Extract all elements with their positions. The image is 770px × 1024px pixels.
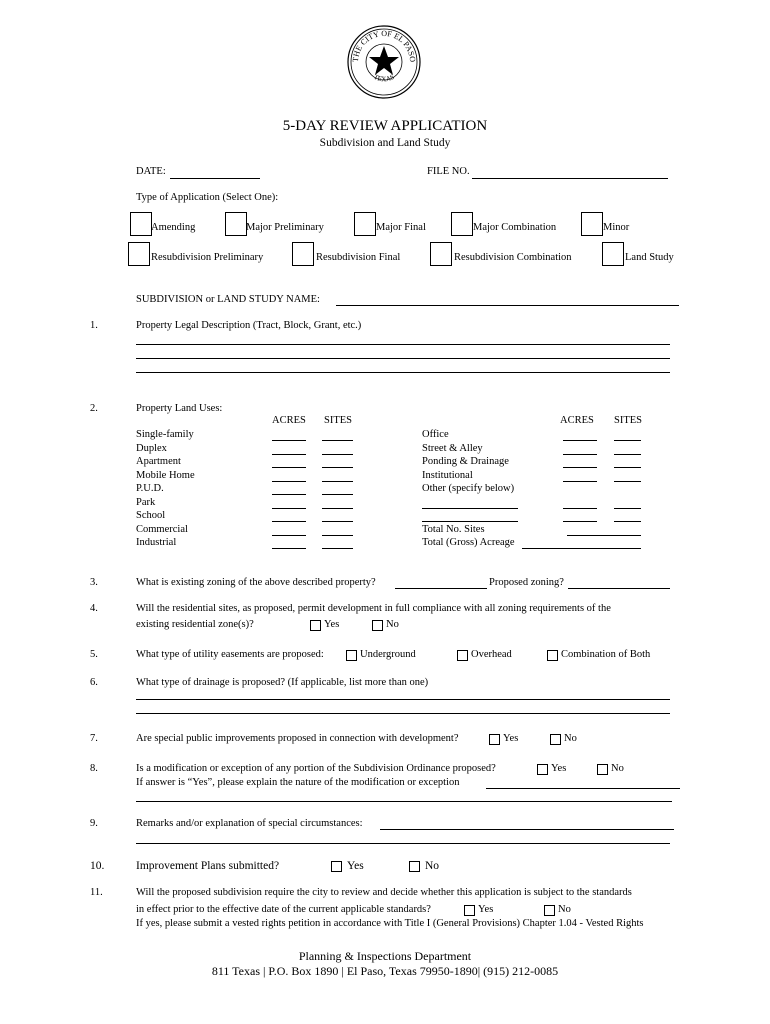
q9-number: 9.	[90, 818, 98, 829]
sites-header-left: SITES	[324, 415, 353, 426]
q8-line-2: If answer is “Yes”, please explain the nature of the modification or exception	[136, 777, 460, 788]
q10-no-checkbox[interactable]	[409, 861, 420, 872]
total-sites-field[interactable]	[567, 535, 641, 536]
acres-field[interactable]	[272, 521, 306, 522]
q1-number: 1.	[90, 320, 98, 331]
major-preliminary-checkbox[interactable]	[225, 212, 247, 236]
sites-field[interactable]	[614, 440, 641, 441]
modification-explanation-line-2[interactable]	[136, 801, 672, 802]
overhead-label: Overhead	[471, 649, 512, 660]
q10-text: Improvement Plans submitted?	[136, 860, 280, 872]
land-use-item: Total No. Sites	[422, 523, 485, 535]
footer-department: Planning & Inspections Department	[298, 949, 472, 963]
land-use-item: Street & Alley	[422, 442, 483, 454]
drainage-line-1[interactable]	[136, 699, 670, 700]
land-use-item: Office	[422, 429, 449, 440]
sites-field[interactable]	[322, 535, 353, 536]
acres-field[interactable]	[272, 440, 306, 441]
seal-bottom-text: TEXAS	[372, 72, 396, 84]
land-use-item: Ponding & Drainage	[422, 456, 509, 467]
q1-text: Property Legal Description (Tract, Block, Grant, etc.)	[136, 320, 362, 331]
city-seal-logo	[346, 24, 422, 100]
combination-of-both-label: Combination of Both	[561, 649, 651, 660]
legal-description-line-3[interactable]	[136, 372, 670, 373]
q8-number: 8.	[90, 763, 98, 774]
major-preliminary-label: Major Preliminary	[246, 222, 324, 233]
q3-text: What is existing zoning of the above described property?	[136, 577, 376, 588]
proposed-zoning-label: Proposed zoning?	[489, 577, 564, 588]
acres-field[interactable]	[563, 467, 597, 468]
q4-line-1: Will the residential sites, as proposed, permit development in full compliance with all zoning requirements of the	[136, 603, 611, 614]
acres-field[interactable]	[563, 454, 597, 455]
amending-checkbox[interactable]	[130, 212, 152, 236]
proposed-zoning-field[interactable]	[568, 588, 670, 589]
q4-line-2: existing residential zone(s)?	[136, 619, 254, 630]
major-final-label: Major Final	[376, 222, 426, 233]
combination-of-both-checkbox[interactable]	[547, 650, 558, 661]
q5-text: What type of utility easements are proposed:	[136, 649, 324, 660]
acres-field[interactable]	[272, 454, 306, 455]
file-no-field[interactable]	[472, 178, 668, 179]
sites-field[interactable]	[322, 440, 353, 441]
q8-yes-label: Yes	[551, 763, 567, 774]
q7-yes-checkbox[interactable]	[489, 734, 500, 745]
existing-zoning-field[interactable]	[395, 588, 487, 589]
type-of-application-label: Type of Application (Select One):	[136, 192, 279, 203]
q5-number: 5.	[90, 649, 98, 660]
q6-number: 6.	[90, 677, 98, 688]
q8-no-label: No	[611, 763, 624, 774]
acres-header-right: ACRES	[560, 415, 594, 426]
overhead-checkbox[interactable]	[457, 650, 468, 661]
land-use-item: Commercial	[136, 523, 188, 535]
land-use-item: Apartment	[136, 456, 181, 467]
q11-line-1: Will the proposed subdivision require the city to review and decide whether this application is subject to the standards	[136, 887, 632, 898]
land-use-item: Total (Gross) Acreage	[422, 537, 515, 548]
q11-no-label: No	[558, 904, 571, 915]
star-icon	[369, 46, 399, 75]
legal-description-line-2[interactable]	[136, 358, 670, 359]
remarks-line-2[interactable]	[136, 843, 670, 844]
land-use-item: Park	[136, 496, 156, 508]
acres-field[interactable]	[272, 535, 306, 536]
footer-address: 811 Texas | P.O. Box 1890 | El Paso, Texas 79950-1890| (915) 212-0085	[211, 964, 559, 978]
sites-field[interactable]	[322, 481, 353, 482]
resubdivision-preliminary-label: Resubdivision Preliminary	[151, 252, 264, 263]
page-subtitle: Subdivision and Land Study	[319, 137, 451, 149]
minor-checkbox[interactable]	[581, 212, 603, 236]
q8-yes-checkbox[interactable]	[537, 764, 548, 775]
q7-no-label: No	[564, 733, 577, 744]
amending-label: Amending	[151, 222, 196, 233]
page-title: 5-DAY REVIEW APPLICATION	[282, 118, 488, 134]
q11-no-checkbox[interactable]	[544, 905, 555, 916]
major-final-checkbox[interactable]	[354, 212, 376, 236]
sites-field[interactable]	[322, 508, 353, 509]
resubdivision-final-checkbox[interactable]	[292, 242, 314, 266]
acres-field[interactable]	[563, 521, 597, 522]
acres-field[interactable]	[563, 481, 597, 482]
q7-text: Are special public improvements proposed in connection with development?	[136, 733, 459, 744]
acres-field[interactable]	[272, 494, 306, 495]
subdivision-name-label: SUBDIVISION or LAND STUDY NAME:	[136, 294, 320, 305]
q6-text: What type of drainage is proposed? (If applicable, list more than one)	[136, 677, 429, 688]
land-study-checkbox[interactable]	[602, 242, 624, 266]
legal-description-line-1[interactable]	[136, 344, 670, 345]
land-use-item: Mobile Home	[136, 469, 195, 481]
q9-text: Remarks and/or explanation of special circumstances:	[136, 818, 363, 829]
acres-field[interactable]	[563, 440, 597, 441]
q2-text: Property Land Uses:	[136, 403, 223, 414]
total-acreage-field[interactable]	[522, 548, 641, 549]
q7-yes-label: Yes	[503, 733, 519, 744]
modification-explanation-field[interactable]	[486, 788, 680, 789]
sites-field[interactable]	[614, 481, 641, 482]
q8-no-checkbox[interactable]	[597, 764, 608, 775]
sites-header-right: SITES	[614, 415, 643, 426]
acres-field[interactable]	[272, 508, 306, 509]
q10-yes-checkbox[interactable]	[331, 861, 342, 872]
underground-checkbox[interactable]	[346, 650, 357, 661]
land-study-label: Land Study	[625, 252, 674, 263]
q11-line-2: in effect prior to the effective date of the current applicable standards?	[136, 904, 431, 915]
q8-line-1: Is a modification or exception of any portion of the Subdivision Ordinance proposed?	[136, 763, 496, 774]
q3-number: 3.	[90, 577, 98, 588]
date-field[interactable]	[170, 178, 260, 179]
q11-yes-checkbox[interactable]	[464, 905, 475, 916]
sites-field[interactable]	[614, 508, 641, 509]
land-use-item: Duplex	[136, 442, 167, 454]
q11-line-3: If yes, please submit a vested rights petition in accordance with Title I (General Provisions) Chapter 1.04 - Vested Rights	[136, 918, 644, 929]
date-label: DATE:	[136, 166, 166, 177]
minor-label: Minor	[603, 222, 630, 233]
other-use-field[interactable]	[422, 508, 518, 509]
remarks-field[interactable]	[380, 829, 674, 830]
q4-no-label: No	[386, 619, 399, 630]
drainage-line-2[interactable]	[136, 713, 670, 714]
q4-yes-checkbox[interactable]	[310, 620, 321, 631]
q2-number: 2.	[90, 403, 98, 414]
land-use-item: Other (specify below)	[422, 483, 515, 494]
sites-field[interactable]	[322, 467, 353, 468]
land-use-item: P.U.D.	[136, 483, 164, 494]
sites-field[interactable]	[614, 454, 641, 455]
land-use-item: School	[136, 510, 166, 521]
file-no-label: FILE NO.	[427, 166, 470, 177]
acres-field[interactable]	[272, 481, 306, 482]
q4-no-checkbox[interactable]	[372, 620, 383, 631]
svg-text:TEXAS	[372, 73, 395, 83]
land-use-item: Single-family	[136, 429, 194, 440]
q4-yes-label: Yes	[324, 619, 340, 630]
q7-no-checkbox[interactable]	[550, 734, 561, 745]
right-land-uses	[422, 428, 515, 550]
land-use-item: Institutional	[422, 469, 473, 481]
sites-field[interactable]	[322, 521, 353, 522]
q4-number: 4.	[90, 603, 98, 614]
resubdivision-final-label: Resubdivision Final	[316, 252, 401, 263]
q10-number: 10.	[90, 860, 105, 872]
sites-field[interactable]	[614, 521, 641, 522]
subdivision-name-field[interactable]	[336, 305, 679, 306]
sites-field[interactable]	[322, 494, 353, 495]
acres-field[interactable]	[272, 548, 306, 549]
left-land-uses	[136, 428, 195, 550]
other-use-field[interactable]	[422, 521, 518, 522]
seal-top-text: THE CITY OF EL PASO	[350, 28, 418, 63]
major-combination-label: Major Combination	[473, 222, 557, 233]
q10-yes-label: Yes	[347, 860, 364, 872]
sites-field[interactable]	[322, 548, 353, 549]
land-use-item: Industrial	[136, 537, 177, 548]
acres-field[interactable]	[563, 508, 597, 509]
acres-field[interactable]	[272, 467, 306, 468]
q7-number: 7.	[90, 733, 98, 744]
sites-field[interactable]	[614, 467, 641, 468]
sites-field[interactable]	[322, 454, 353, 455]
resubdivision-combination-label: Resubdivision Combination	[454, 252, 572, 263]
underground-label: Underground	[360, 649, 416, 660]
q10-no-label: No	[425, 860, 440, 872]
major-combination-checkbox[interactable]	[451, 212, 473, 236]
resubdivision-combination-checkbox[interactable]	[430, 242, 452, 266]
q11-number: 11.	[90, 887, 103, 898]
resubdivision-preliminary-checkbox[interactable]	[128, 242, 150, 266]
q11-yes-label: Yes	[478, 904, 494, 915]
acres-header-left: ACRES	[272, 415, 306, 426]
